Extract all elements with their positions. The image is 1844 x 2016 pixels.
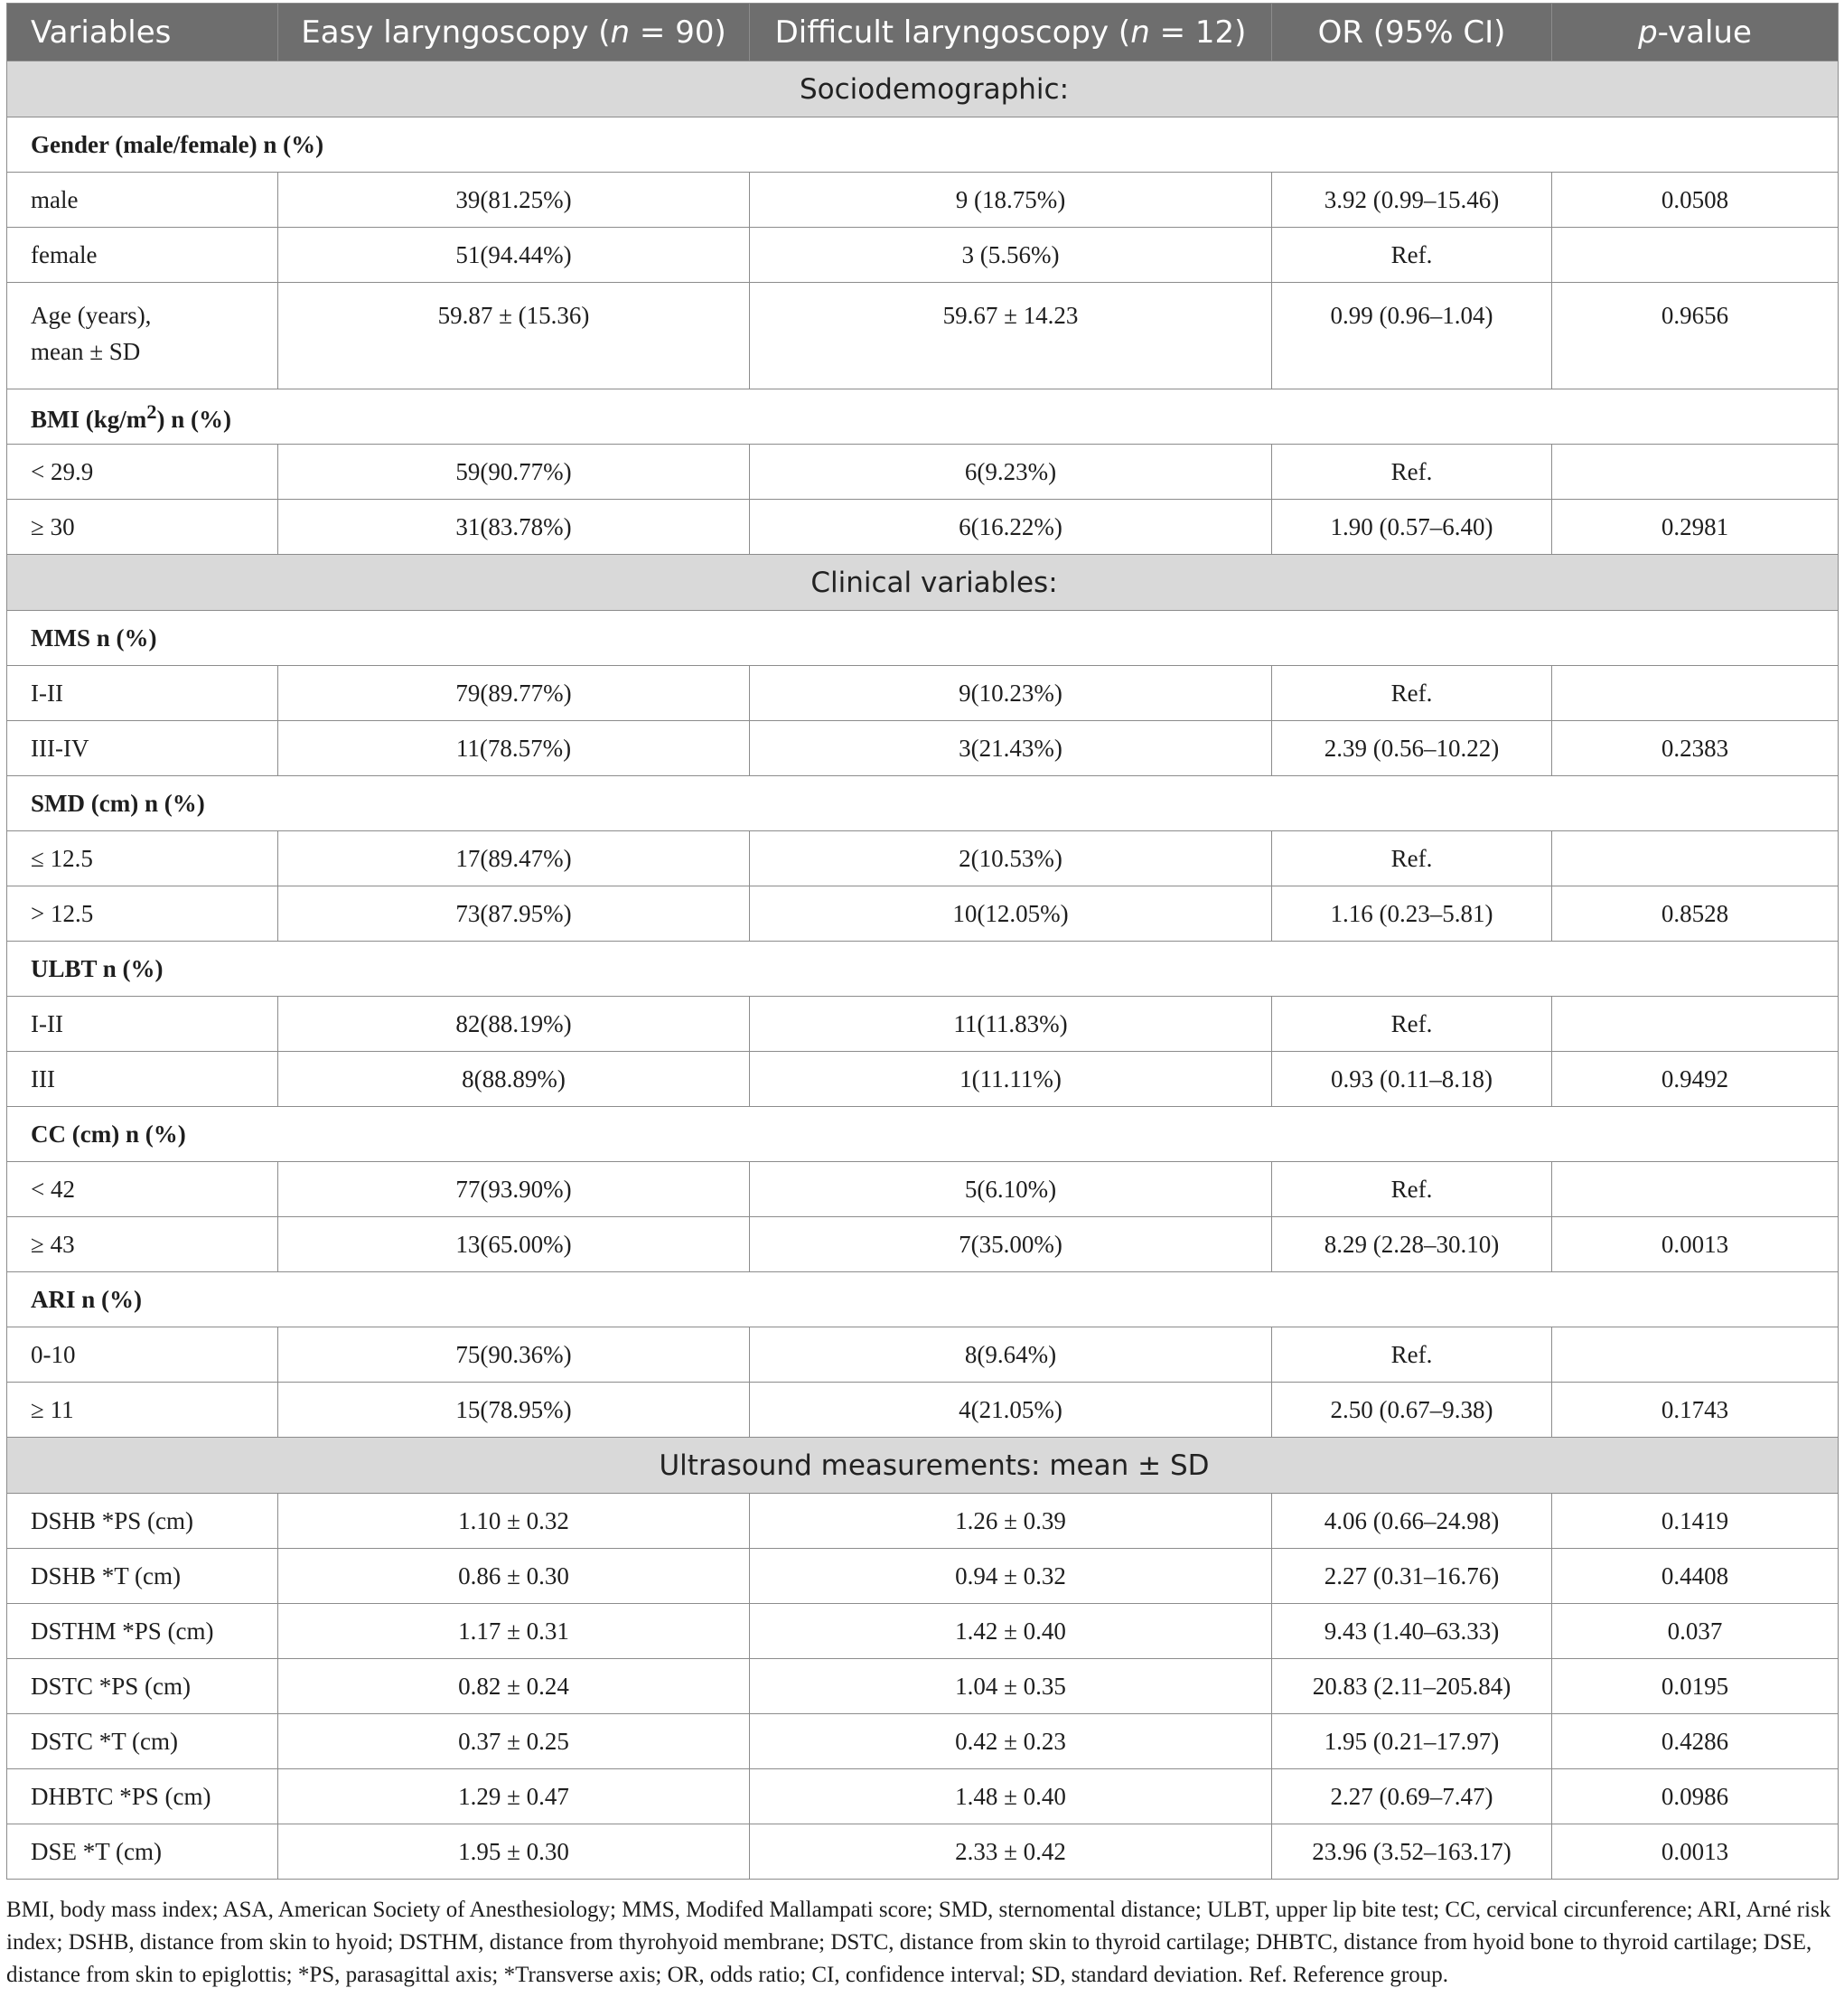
cell-difficult: 1.04 ± 0.35 [750, 1659, 1272, 1714]
table-row [7, 283, 1839, 389]
row-label: DSTC *PS (cm) [7, 1659, 278, 1714]
cell-easy: 1.29 ± 0.47 [278, 1769, 750, 1824]
cell-difficult: 2.33 ± 0.42 [750, 1824, 1272, 1880]
cell-or: 2.27 (0.31–16.76) [1272, 1549, 1552, 1604]
cell-easy: 73(87.95%) [278, 886, 750, 942]
cell-or: 1.16 (0.23–5.81) [1272, 886, 1552, 942]
cell-difficult: 9(10.23%) [750, 666, 1272, 721]
table-row [7, 1604, 1839, 1659]
section-row [7, 1438, 1839, 1494]
table-row [7, 1659, 1839, 1714]
row-label: male [7, 173, 278, 228]
cell-easy: 11(78.57%) [278, 721, 750, 776]
table-row [7, 1327, 1839, 1383]
table-row [7, 500, 1839, 555]
row-label: DSTC *T (cm) [7, 1714, 278, 1769]
data-table [6, 3, 1839, 1880]
cell-pvalue: 0.4286 [1552, 1714, 1839, 1769]
table-row [7, 721, 1839, 776]
cell-difficult: 1(11.11%) [750, 1052, 1272, 1107]
cell-pvalue: 0.0508 [1552, 173, 1839, 228]
header-or: OR (95% CI) [1272, 4, 1552, 61]
cell-easy: 0.82 ± 0.24 [278, 1659, 750, 1714]
group-smd: SMD (cm) n (%) [7, 776, 1839, 831]
group-row [7, 389, 1839, 445]
table-row [7, 666, 1839, 721]
cell-easy: 82(88.19%) [278, 997, 750, 1052]
section-ultrasound: Ultrasound measurements: mean ± SD [7, 1438, 1839, 1494]
cell-pvalue [1552, 228, 1839, 283]
group-bmi: BMI $(kg/m^2)$ n (%) [7, 389, 1839, 445]
group-row [7, 611, 1839, 666]
cell-or: 8.29 (2.28–30.10) [1272, 1217, 1552, 1272]
section-row [7, 61, 1839, 117]
table-row [7, 831, 1839, 886]
table-row [7, 1162, 1839, 1217]
cell-difficult: 1.42 ± 0.40 [750, 1604, 1272, 1659]
cell-difficult: 2(10.53%) [750, 831, 1272, 886]
group-row [7, 1107, 1839, 1162]
table-row [7, 997, 1839, 1052]
cell-difficult: 59.67 ± 14.23 [750, 283, 1272, 389]
cell-difficult: 0.94 ± 0.32 [750, 1549, 1272, 1604]
cell-difficult: 10(12.05%) [750, 886, 1272, 942]
cell-easy: 77(93.90%) [278, 1162, 750, 1217]
cell-pvalue: 0.9656 [1552, 283, 1839, 389]
group-mms: MMS n (%) [7, 611, 1839, 666]
cell-or: 0.99 (0.96–1.04) [1272, 283, 1552, 389]
cell-easy: 1.95 ± 0.30 [278, 1824, 750, 1880]
cell-easy: 17(89.47%) [278, 831, 750, 886]
cell-easy: 59(90.77%) [278, 445, 750, 500]
table-row [7, 1549, 1839, 1604]
table-row [7, 1769, 1839, 1824]
cell-easy: 1.17 ± 0.31 [278, 1604, 750, 1659]
table-footnote: BMI, body mass index; ASA, American Society of Anesthesiology; MMS, Modifed Mallampati score; SMD, sternomental distance; ULBT, upper lip bite test; CC, cervical circunference; ARI, Arné risk index; DSHB, distance from skin to hyoid; DSTHM, distance from thyrohyoid membrane; DSTC, distance from skin to thyroid cartilage; DHBTC, distance from hyoid bone to thyroid cartilage; DSE, distance from skin to epiglottis; *PS, parasagittal axis; *Transverse axis; OR, odds ratio; CI, confidence interval; SD, standard deviation. Ref. Reference group. [6, 1898, 1831, 1987]
cell-pvalue: 0.2981 [1552, 500, 1839, 555]
cell-difficult: 3 (5.56%) [750, 228, 1272, 283]
cell-or: 1.95 (0.21–17.97) [1272, 1714, 1552, 1769]
table-row [7, 1217, 1839, 1272]
cell-easy: 0.86 ± 0.30 [278, 1549, 750, 1604]
row-label: I-II [7, 666, 278, 721]
cell-difficult: 1.26 ± 0.39 [750, 1494, 1272, 1549]
row-label: > 12.5 [7, 886, 278, 942]
group-row [7, 776, 1839, 831]
row-label: ≤ 12.5 [7, 831, 278, 886]
row-label: DSHB *PS (cm) [7, 1494, 278, 1549]
cell-difficult: 11(11.83%) [750, 997, 1272, 1052]
section-row [7, 555, 1839, 611]
cell-or: Ref. [1272, 997, 1552, 1052]
cell-or: Ref. [1272, 445, 1552, 500]
cell-pvalue: 0.8528 [1552, 886, 1839, 942]
cell-difficult: 6(9.23%) [750, 445, 1272, 500]
cell-pvalue: 0.037 [1552, 1604, 1839, 1659]
cell-or: 4.06 (0.66–24.98) [1272, 1494, 1552, 1549]
cell-or: 2.27 (0.69–7.47) [1272, 1769, 1552, 1824]
group-row [7, 117, 1839, 173]
table-row [7, 1052, 1839, 1107]
row-label: DSHB *T (cm) [7, 1549, 278, 1604]
cell-or: 2.39 (0.56–10.22) [1272, 721, 1552, 776]
row-label: < 42 [7, 1162, 278, 1217]
cell-difficult: 3(21.43%) [750, 721, 1272, 776]
cell-easy: 13(65.00%) [278, 1217, 750, 1272]
cell-pvalue: 0.1419 [1552, 1494, 1839, 1549]
row-label: female [7, 228, 278, 283]
cell-or: 1.90 (0.57–6.40) [1272, 500, 1552, 555]
row-label: ≥ 11 [7, 1383, 278, 1438]
table-row [7, 173, 1839, 228]
row-label: I-II [7, 997, 278, 1052]
row-label: DSE *T (cm) [7, 1824, 278, 1880]
cell-or: 9.43 (1.40–63.33) [1272, 1604, 1552, 1659]
row-label: Age (years), mean ± SD [7, 283, 278, 389]
cell-pvalue [1552, 997, 1839, 1052]
cell-or: Ref. [1272, 666, 1552, 721]
row-label: DHBTC *PS (cm) [7, 1769, 278, 1824]
cell-or: Ref. [1272, 831, 1552, 886]
cell-easy: 31(83.78%) [278, 500, 750, 555]
header-difficult: Difficult laryngoscopy (n = 12) [750, 4, 1272, 61]
table-row [7, 1824, 1839, 1880]
header-easy: Easy laryngoscopy (n = 90) [278, 4, 750, 61]
table-container [6, 3, 1838, 1992]
cell-or: 0.93 (0.11–8.18) [1272, 1052, 1552, 1107]
table-row [7, 886, 1839, 942]
section-sociodemographic: Sociodemographic: [7, 61, 1839, 117]
cell-pvalue: 0.0986 [1552, 1769, 1839, 1824]
header-row [7, 4, 1839, 61]
cell-pvalue: 0.9492 [1552, 1052, 1839, 1107]
group-row [7, 1272, 1839, 1327]
cell-pvalue: 0.0013 [1552, 1824, 1839, 1880]
row-label: DSTHM *PS (cm) [7, 1604, 278, 1659]
header-variables: Variables [7, 4, 278, 61]
cell-pvalue: 0.0195 [1552, 1659, 1839, 1714]
cell-easy: 0.37 ± 0.25 [278, 1714, 750, 1769]
cell-difficult: 1.48 ± 0.40 [750, 1769, 1272, 1824]
group-ulbt: ULBT n (%) [7, 942, 1839, 997]
cell-or: Ref. [1272, 1162, 1552, 1217]
cell-pvalue [1552, 445, 1839, 500]
row-label: ≥ 43 [7, 1217, 278, 1272]
cell-pvalue [1552, 666, 1839, 721]
cell-or: Ref. [1272, 1327, 1552, 1383]
table-row [7, 1494, 1839, 1549]
group-gender: Gender (male/female) n (%) [7, 117, 1839, 173]
cell-pvalue: 0.4408 [1552, 1549, 1839, 1604]
row-label: ≥ 30 [7, 500, 278, 555]
cell-pvalue [1552, 1162, 1839, 1217]
cell-pvalue: 0.2383 [1552, 721, 1839, 776]
cell-easy: 79(89.77%) [278, 666, 750, 721]
cell-easy: 51(94.44%) [278, 228, 750, 283]
row-label: III [7, 1052, 278, 1107]
section-clinical: Clinical variables: [7, 555, 1839, 611]
cell-difficult: 5(6.10%) [750, 1162, 1272, 1217]
cell-difficult: 7(35.00%) [750, 1217, 1272, 1272]
cell-or: 23.96 (3.52–163.17) [1272, 1824, 1552, 1880]
header-pvalue: p-value [1552, 4, 1839, 61]
cell-pvalue: 0.0013 [1552, 1217, 1839, 1272]
row-label: 0-10 [7, 1327, 278, 1383]
row-label: < 29.9 [7, 445, 278, 500]
table-row [7, 228, 1839, 283]
group-cc: CC (cm) n (%) [7, 1107, 1839, 1162]
cell-difficult: 9 (18.75%) [750, 173, 1272, 228]
table-row [7, 445, 1839, 500]
cell-or: 2.50 (0.67–9.38) [1272, 1383, 1552, 1438]
cell-or: Ref. [1272, 228, 1552, 283]
cell-easy: 39(81.25%) [278, 173, 750, 228]
cell-or: 20.83 (2.11–205.84) [1272, 1659, 1552, 1714]
group-row [7, 942, 1839, 997]
cell-easy: 8(88.89%) [278, 1052, 750, 1107]
cell-easy: 75(90.36%) [278, 1327, 750, 1383]
table-row [7, 1714, 1839, 1769]
cell-easy: 59.87 ± (15.36) [278, 283, 750, 389]
cell-pvalue [1552, 831, 1839, 886]
row-label: III-IV [7, 721, 278, 776]
table-row [7, 1383, 1839, 1438]
group-ari: ARI n (%) [7, 1272, 1839, 1327]
cell-difficult: 6(16.22%) [750, 500, 1272, 555]
cell-difficult: 4(21.05%) [750, 1383, 1272, 1438]
cell-difficult: 0.42 ± 0.23 [750, 1714, 1272, 1769]
cell-easy: 1.10 ± 0.32 [278, 1494, 750, 1549]
cell-pvalue [1552, 1327, 1839, 1383]
cell-difficult: 8(9.64%) [750, 1327, 1272, 1383]
cell-or: 3.92 (0.99–15.46) [1272, 173, 1552, 228]
cell-easy: 15(78.95%) [278, 1383, 750, 1438]
cell-pvalue: 0.1743 [1552, 1383, 1839, 1438]
